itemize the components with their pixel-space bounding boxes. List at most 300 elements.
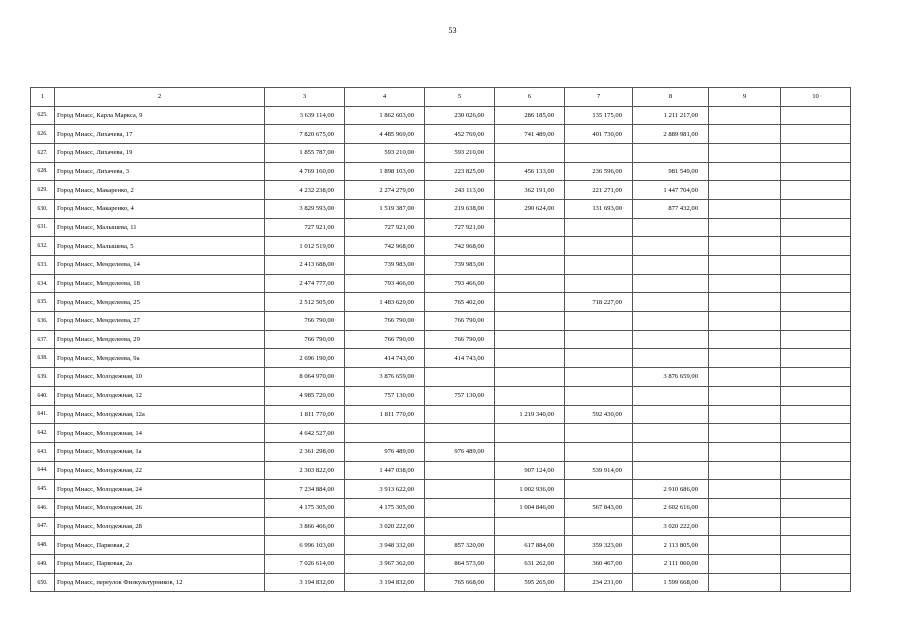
amount-cell	[425, 424, 495, 443]
amount-cell: 1 519 387,00	[345, 199, 425, 218]
address-cell: Город Миасс, Лихачева, 19	[55, 143, 265, 162]
amount-cell	[495, 237, 565, 256]
amount-cell: 401 730,00	[565, 125, 633, 144]
amount-cell: 757 130,00	[345, 386, 425, 405]
amount-cell: 2 512 505,00	[265, 293, 345, 312]
row-number: 633.	[31, 256, 55, 275]
amount-cell	[709, 368, 781, 387]
amount-cell: 907 124,00	[495, 461, 565, 480]
table-row	[31, 199, 851, 218]
amount-cell: 4 175 305,00	[345, 498, 425, 517]
amount-cell: 739 983,00	[345, 256, 425, 275]
amount-cell	[565, 386, 633, 405]
table-row	[31, 162, 851, 181]
amount-cell	[709, 256, 781, 275]
amount-cell	[781, 274, 851, 293]
amount-cell: 765 402,00	[425, 293, 495, 312]
amount-cell	[781, 517, 851, 536]
amount-cell: 414 743,00	[425, 349, 495, 368]
amount-cell	[709, 143, 781, 162]
amount-cell: 7 026 614,00	[265, 555, 345, 574]
amount-cell: 1 447 704,00	[633, 181, 709, 200]
amount-cell: 976 489,00	[425, 442, 495, 461]
amount-cell: 219 638,00	[425, 199, 495, 218]
amount-cell	[565, 368, 633, 387]
amount-cell	[781, 218, 851, 237]
amount-cell: 766 790,00	[425, 330, 495, 349]
amount-cell	[565, 517, 633, 536]
amount-cell: 4 769 160,00	[265, 162, 345, 181]
amount-cell: 766 790,00	[265, 330, 345, 349]
table-row	[31, 218, 851, 237]
amount-cell: 1 862 603,00	[345, 106, 425, 125]
amount-cell	[425, 405, 495, 424]
address-cell: Город Миасс, Макаренко, 2	[55, 181, 265, 200]
amount-cell	[633, 237, 709, 256]
address-cell: Город Миасс, Малышева, 11	[55, 218, 265, 237]
amount-cell: 766 790,00	[345, 330, 425, 349]
amount-cell: 3 866 466,00	[265, 517, 345, 536]
amount-cell: 1 483 629,00	[345, 293, 425, 312]
table-row	[31, 555, 851, 574]
amount-cell	[709, 555, 781, 574]
amount-cell: 2 910 686,00	[633, 480, 709, 499]
amount-cell	[709, 312, 781, 331]
row-number: 627.	[31, 143, 55, 162]
amount-cell	[781, 368, 851, 387]
table-row	[31, 368, 851, 387]
row-number: 640.	[31, 386, 55, 405]
row-number: 634.	[31, 274, 55, 293]
amount-cell: 3 967 362,00	[345, 555, 425, 574]
amount-cell	[781, 386, 851, 405]
amount-cell	[781, 199, 851, 218]
amount-cell	[781, 106, 851, 125]
row-number: 645.	[31, 480, 55, 499]
amount-cell: 3 639 114,00	[265, 106, 345, 125]
row-number: 626.	[31, 125, 55, 144]
table-row	[31, 536, 851, 555]
address-cell: Город Миасс, Молодежная, 28	[55, 517, 265, 536]
address-cell: Город Миасс, Менделеева, 14	[55, 256, 265, 275]
amount-cell	[495, 293, 565, 312]
amount-cell	[495, 349, 565, 368]
amount-cell: 2 474 777,00	[265, 274, 345, 293]
amount-cell: 877 432,00	[633, 199, 709, 218]
table-row	[31, 312, 851, 331]
page-number: 53	[448, 26, 457, 35]
amount-cell: 766 790,00	[425, 312, 495, 331]
row-number: 629.	[31, 181, 55, 200]
amount-cell: 4 485 969,00	[345, 125, 425, 144]
amount-cell	[781, 162, 851, 181]
table-row	[31, 498, 851, 517]
amount-cell	[633, 218, 709, 237]
table-row	[31, 424, 851, 443]
amount-cell	[781, 536, 851, 555]
amount-cell	[781, 405, 851, 424]
amount-cell: 1 898 103,00	[345, 162, 425, 181]
amount-cell	[781, 125, 851, 144]
data-table	[30, 87, 851, 592]
amount-cell: 4 985 720,00	[265, 386, 345, 405]
row-number: 643.	[31, 442, 55, 461]
amount-cell: 741 489,00	[495, 125, 565, 144]
row-number: 636.	[31, 312, 55, 331]
amount-cell: 1 811 770,00	[265, 405, 345, 424]
address-cell: Город Миасс, Менделеева, 9а	[55, 349, 265, 368]
column-header: 3	[265, 88, 345, 107]
row-number: 649.	[31, 555, 55, 574]
amount-cell: 742 968,00	[425, 237, 495, 256]
amount-cell	[709, 125, 781, 144]
amount-cell: 7 234 884,00	[265, 480, 345, 499]
row-number: 628.	[31, 162, 55, 181]
address-cell: Город Миасс, Молодежная, 14	[55, 424, 265, 443]
amount-cell: 4 175 305,00	[265, 498, 345, 517]
amount-cell	[633, 274, 709, 293]
amount-cell	[709, 293, 781, 312]
amount-cell	[495, 368, 565, 387]
amount-cell	[565, 480, 633, 499]
amount-cell	[633, 330, 709, 349]
amount-cell: 742 968,00	[345, 237, 425, 256]
amount-cell	[495, 330, 565, 349]
address-cell: Город Миасс, Парковая, 2а	[55, 555, 265, 574]
table-row	[31, 125, 851, 144]
amount-cell: 567 843,00	[565, 498, 633, 517]
amount-cell: 739 983,00	[425, 256, 495, 275]
amount-cell	[781, 330, 851, 349]
column-header: 4	[345, 88, 425, 107]
amount-cell: 1 811 770,00	[345, 405, 425, 424]
amount-cell: 2 889 981,00	[633, 125, 709, 144]
amount-cell: 1 599 668,00	[633, 573, 709, 592]
row-number: 642.	[31, 424, 55, 443]
amount-cell: 2 696 190,00	[265, 349, 345, 368]
amount-cell: 1 004 846,00	[495, 498, 565, 517]
amount-cell	[633, 442, 709, 461]
address-cell: Город Миасс, Парковая, 2	[55, 536, 265, 555]
column-header: 2	[55, 88, 265, 107]
amount-cell: 1 219 340,00	[495, 405, 565, 424]
amount-cell: 593 210,00	[345, 143, 425, 162]
amount-cell: 595 265,00	[495, 573, 565, 592]
amount-cell: 362 191,00	[495, 181, 565, 200]
address-cell: Город Миасс, Молодежная, 12а	[55, 405, 265, 424]
amount-cell	[495, 424, 565, 443]
row-number: 635.	[31, 293, 55, 312]
column-header: 10	[781, 88, 851, 107]
amount-cell	[633, 293, 709, 312]
amount-cell	[781, 312, 851, 331]
amount-cell: 727 921,00	[345, 218, 425, 237]
amount-cell	[495, 442, 565, 461]
amount-cell: 3 948 332,00	[345, 536, 425, 555]
table-row	[31, 143, 851, 162]
amount-cell: 8 064 970,00	[265, 368, 345, 387]
column-header: 7	[565, 88, 633, 107]
address-cell: Город Миасс, Карла Маркса, 9	[55, 106, 265, 125]
amount-cell	[781, 461, 851, 480]
amount-cell: 131 693,00	[565, 199, 633, 218]
address-cell: Город Миасс, Молодежная, 12	[55, 386, 265, 405]
row-number: 648.	[31, 536, 55, 555]
amount-cell: 976 489,00	[345, 442, 425, 461]
amount-cell: 234 231,00	[565, 573, 633, 592]
amount-cell	[709, 330, 781, 349]
table-row	[31, 274, 851, 293]
amount-cell	[781, 256, 851, 275]
amount-cell: 360 467,00	[565, 555, 633, 574]
amount-cell	[495, 517, 565, 536]
table-row	[31, 293, 851, 312]
row-number: 638.	[31, 349, 55, 368]
address-cell: Город Миасс, Макаренко, 4	[55, 199, 265, 218]
amount-cell	[781, 237, 851, 256]
amount-cell: 864 573,00	[425, 555, 495, 574]
table-row	[31, 237, 851, 256]
address-cell: Город Миасс, Лихачева, 3	[55, 162, 265, 181]
amount-cell	[565, 218, 633, 237]
address-cell: Город Миасс, Менделеева, 29	[55, 330, 265, 349]
amount-cell	[709, 424, 781, 443]
row-number: 639.	[31, 368, 55, 387]
row-number: 650.	[31, 573, 55, 592]
amount-cell	[565, 330, 633, 349]
amount-cell	[709, 106, 781, 125]
amount-cell: 4 642 527,00	[265, 424, 345, 443]
amount-cell: 359 323,00	[565, 536, 633, 555]
amount-cell	[633, 256, 709, 275]
address-cell: Город Миасс, Молодежная, 26	[55, 498, 265, 517]
column-header: 8	[633, 88, 709, 107]
amount-cell: 135 175,00	[565, 106, 633, 125]
amount-cell: 3 876 659,00	[345, 368, 425, 387]
amount-cell	[781, 293, 851, 312]
amount-cell	[345, 424, 425, 443]
amount-cell	[565, 143, 633, 162]
amount-cell: 981 549,00	[633, 162, 709, 181]
address-cell: Город Миасс, Молодежная, 10	[55, 368, 265, 387]
row-number: 641.	[31, 405, 55, 424]
amount-cell	[425, 480, 495, 499]
amount-cell: 2 602 616,00	[633, 498, 709, 517]
amount-cell	[709, 199, 781, 218]
amount-cell: 766 790,00	[345, 312, 425, 331]
amount-cell	[781, 573, 851, 592]
amount-cell: 1 002 936,00	[495, 480, 565, 499]
amount-cell: 2 274 279,00	[345, 181, 425, 200]
amount-cell: 3 194 832,00	[265, 573, 345, 592]
amount-cell	[425, 461, 495, 480]
amount-cell	[495, 274, 565, 293]
table-header-row	[31, 88, 851, 107]
amount-cell: 793 466,00	[425, 274, 495, 293]
row-number: 644.	[31, 461, 55, 480]
amount-cell: 3 913 622,00	[345, 480, 425, 499]
table-row	[31, 330, 851, 349]
amount-cell: 2 361 298,00	[265, 442, 345, 461]
amount-cell	[781, 181, 851, 200]
address-cell: Город Миасс, Лихачева, 17	[55, 125, 265, 144]
amount-cell	[633, 386, 709, 405]
amount-cell: 539 914,00	[565, 461, 633, 480]
amount-cell: 7 820 675,00	[265, 125, 345, 144]
row-number: 647.	[31, 517, 55, 536]
amount-cell: 221 271,00	[565, 181, 633, 200]
amount-cell	[709, 480, 781, 499]
amount-cell	[709, 498, 781, 517]
address-cell: Город Миасс, переулок Физкультурников, 12	[55, 573, 265, 592]
amount-cell	[495, 256, 565, 275]
amount-cell: 793 466,00	[345, 274, 425, 293]
amount-cell: 223 825,00	[425, 162, 495, 181]
amount-cell	[565, 442, 633, 461]
amount-cell	[633, 424, 709, 443]
amount-cell: 243 113,00	[425, 181, 495, 200]
amount-cell: 727 921,00	[265, 218, 345, 237]
address-cell: Город Миасс, Малышева, 5	[55, 237, 265, 256]
amount-cell	[781, 555, 851, 574]
amount-cell	[633, 349, 709, 368]
amount-cell	[709, 218, 781, 237]
address-cell: Город Миасс, Менделеева, 27	[55, 312, 265, 331]
amount-cell: 3 020 222,00	[633, 517, 709, 536]
amount-cell: 456 133,00	[495, 162, 565, 181]
row-number: 637.	[31, 330, 55, 349]
amount-cell: 2 113 805,00	[633, 536, 709, 555]
table-row	[31, 256, 851, 275]
amount-cell: 286 185,00	[495, 106, 565, 125]
table-row	[31, 461, 851, 480]
amount-cell	[709, 517, 781, 536]
amount-cell: 4 232 238,00	[265, 181, 345, 200]
amount-cell: 290 624,00	[495, 199, 565, 218]
amount-cell: 230 026,00	[425, 106, 495, 125]
address-cell: Город Миасс, Менделеева, 25	[55, 293, 265, 312]
amount-cell	[781, 349, 851, 368]
amount-cell: 766 790,00	[265, 312, 345, 331]
column-header: 9	[709, 88, 781, 107]
amount-cell	[709, 181, 781, 200]
amount-cell: 2 303 822,00	[265, 461, 345, 480]
amount-cell: 617 884,00	[495, 536, 565, 555]
amount-cell: 1 447 038,00	[345, 461, 425, 480]
amount-cell: 3 829 593,00	[265, 199, 345, 218]
amount-cell	[565, 237, 633, 256]
column-header: 5	[425, 88, 495, 107]
amount-cell: 3 194 832,00	[345, 573, 425, 592]
amount-cell	[495, 312, 565, 331]
amount-cell	[565, 274, 633, 293]
amount-cell: 631 262,00	[495, 555, 565, 574]
amount-cell	[425, 498, 495, 517]
amount-cell: 3 020 222,00	[345, 517, 425, 536]
address-cell: Город Миасс, Молодежная, 22	[55, 461, 265, 480]
amount-cell	[633, 461, 709, 480]
amount-cell	[709, 274, 781, 293]
table-row	[31, 573, 851, 592]
amount-cell	[781, 424, 851, 443]
row-number: 646.	[31, 498, 55, 517]
amount-cell: 2 413 688,00	[265, 256, 345, 275]
amount-cell	[781, 143, 851, 162]
amount-cell	[781, 442, 851, 461]
amount-cell: 592 430,00	[565, 405, 633, 424]
table-row	[31, 386, 851, 405]
amount-cell: 6 996 103,00	[265, 536, 345, 555]
amount-cell: 857 320,00	[425, 536, 495, 555]
amount-cell	[709, 349, 781, 368]
amount-cell: 1 012 519,00	[265, 237, 345, 256]
table-row	[31, 405, 851, 424]
amount-cell: 3 876 659,00	[633, 368, 709, 387]
amount-cell: 1 211 217,00	[633, 106, 709, 125]
row-number: 625.	[31, 106, 55, 125]
amount-cell: 727 921,00	[425, 218, 495, 237]
amount-cell	[565, 424, 633, 443]
amount-cell	[565, 312, 633, 331]
amount-cell	[709, 573, 781, 592]
amount-cell	[709, 442, 781, 461]
table-body	[31, 88, 851, 592]
address-cell: Город Миасс, Молодежная, 24	[55, 480, 265, 499]
amount-cell	[565, 256, 633, 275]
amount-cell: 414 743,00	[345, 349, 425, 368]
amount-cell	[709, 162, 781, 181]
row-number: 630.	[31, 199, 55, 218]
table-row	[31, 106, 851, 125]
amount-cell	[709, 405, 781, 424]
address-cell: Город Миасс, Молодежная, 1а	[55, 442, 265, 461]
amount-cell: 718 227,00	[565, 293, 633, 312]
amount-cell	[565, 349, 633, 368]
amount-cell	[425, 517, 495, 536]
amount-cell	[709, 386, 781, 405]
amount-cell: 593 210,00	[425, 143, 495, 162]
amount-cell	[495, 143, 565, 162]
address-cell: Город Миасс, Менделеева, 18	[55, 274, 265, 293]
amount-cell	[633, 405, 709, 424]
amount-cell	[425, 368, 495, 387]
row-number: 631.	[31, 218, 55, 237]
amount-cell	[781, 480, 851, 499]
column-header: 6	[495, 88, 565, 107]
table-row	[31, 480, 851, 499]
column-header: 1	[31, 88, 55, 107]
amount-cell: 452 769,00	[425, 125, 495, 144]
amount-cell	[495, 386, 565, 405]
amount-cell: 2 111 060,00	[633, 555, 709, 574]
amount-cell	[709, 237, 781, 256]
amount-cell	[781, 498, 851, 517]
row-number: 632.	[31, 237, 55, 256]
amount-cell: 1 855 787,00	[265, 143, 345, 162]
amount-cell	[633, 312, 709, 331]
table-row	[31, 349, 851, 368]
amount-cell: 765 668,00	[425, 573, 495, 592]
amount-cell	[633, 143, 709, 162]
table-row	[31, 181, 851, 200]
table-row	[31, 517, 851, 536]
amount-cell: 236 596,00	[565, 162, 633, 181]
amount-cell	[709, 461, 781, 480]
amount-cell	[495, 218, 565, 237]
table-row	[31, 442, 851, 461]
amount-cell	[709, 536, 781, 555]
amount-cell: 757 130,00	[425, 386, 495, 405]
